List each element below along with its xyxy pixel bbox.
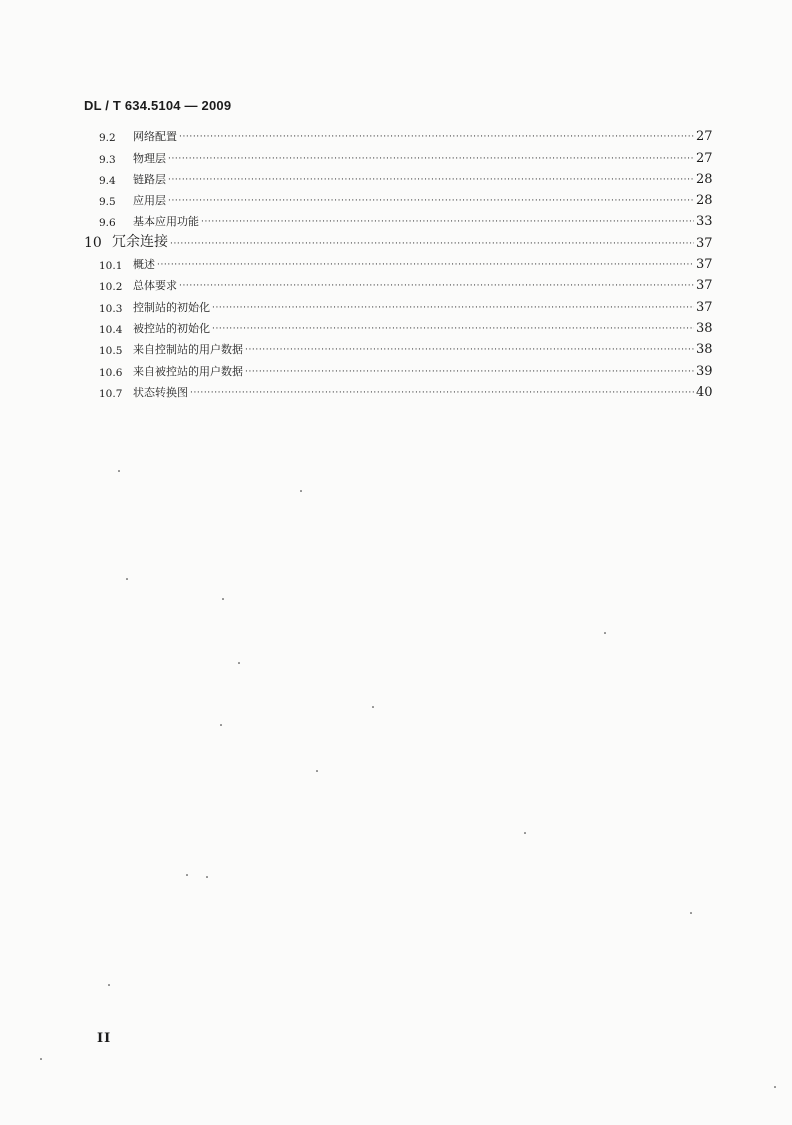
toc-entry-page: 37 (696, 257, 713, 273)
toc-entry[interactable] (84, 123, 712, 144)
toc-entry-page: 37 (696, 278, 713, 294)
toc-entry[interactable] (84, 144, 712, 165)
toc-entry-title: 控制站的初始化 (133, 300, 210, 314)
toc-entry-title: 状态转换图 (133, 385, 188, 399)
toc-dot-leader (212, 324, 694, 334)
toc-dot-leader (212, 303, 694, 313)
toc-entry-number: 9.6 (99, 217, 116, 230)
page-footer-number: II (97, 1031, 112, 1046)
toc-dot-leader (179, 281, 694, 291)
toc-entry-title: 应用层 (133, 194, 166, 208)
toc-entry-page: 39 (696, 363, 713, 379)
toc-entry[interactable] (84, 379, 712, 400)
toc-entry[interactable] (84, 208, 712, 229)
toc-entry-page: 28 (696, 171, 713, 187)
toc-entry-number: 9.4 (99, 174, 116, 187)
toc-entry-page: 38 (696, 320, 713, 336)
toc-dot-leader (245, 345, 694, 355)
toc-entry-page: 27 (696, 150, 713, 166)
toc-dot-leader (179, 132, 694, 142)
toc-entry-number: 10.4 (99, 323, 123, 336)
toc-entry[interactable] (84, 251, 712, 272)
toc-dot-leader (168, 154, 694, 164)
toc-dot-leader (157, 260, 694, 270)
toc-entry[interactable] (84, 272, 712, 293)
toc-dot-leader (201, 217, 694, 227)
toc-dot-leader (168, 175, 694, 185)
toc-entry-number: 9.5 (99, 196, 116, 209)
toc-entry-page: 37 (696, 235, 713, 251)
toc-entry[interactable] (84, 315, 712, 336)
toc-entry[interactable] (84, 336, 712, 357)
toc-entry-title: 网络配置 (133, 130, 177, 144)
toc-entry-title: 概述 (133, 258, 155, 272)
toc-entry[interactable] (84, 293, 712, 314)
toc-entry-page: 38 (696, 342, 713, 358)
toc-entry-page: 37 (696, 299, 713, 315)
page-header-standard-number: DL / T 634.5104 — 2009 (84, 98, 232, 113)
toc-entry-number: 10.2 (99, 281, 123, 294)
toc-entry-title: 物理层 (133, 151, 166, 165)
toc-dot-leader (190, 388, 694, 398)
toc-entry-title: 冗余连接 (112, 233, 168, 250)
toc-dot-leader (170, 239, 694, 249)
toc-entry-number: 9.3 (99, 153, 116, 166)
toc-entry-title: 来自控制站的用户数据 (133, 343, 243, 357)
toc-entry-title: 链路层 (133, 172, 166, 186)
toc-entry-page: 33 (696, 214, 713, 230)
toc-entry-number: 10 (84, 234, 102, 251)
toc-entry-title: 总体要求 (133, 279, 177, 293)
toc-entry-number: 10.7 (99, 387, 123, 400)
toc-entry-number: 10.3 (99, 302, 123, 315)
toc-dot-leader (168, 196, 694, 206)
toc-entry-page: 40 (696, 384, 713, 400)
toc-entry-title: 被控站的初始化 (133, 321, 210, 335)
toc-entry-page: 27 (696, 129, 713, 145)
toc-entry-number: 10.5 (99, 345, 123, 358)
toc-chapter-entry[interactable] (84, 229, 712, 250)
table-of-contents (84, 123, 712, 400)
toc-entry-title: 基本应用功能 (133, 215, 199, 229)
toc-entry[interactable] (84, 166, 712, 187)
toc-entry-number: 10.6 (99, 366, 123, 379)
toc-entry[interactable] (84, 187, 712, 208)
toc-entry-number: 10.1 (99, 260, 123, 273)
toc-dot-leader (245, 367, 694, 377)
toc-entry-page: 28 (696, 193, 713, 209)
toc-entry-title: 来自被控站的用户数据 (133, 364, 243, 378)
toc-entry-number: 9.2 (99, 132, 116, 145)
toc-entry[interactable] (84, 357, 712, 378)
